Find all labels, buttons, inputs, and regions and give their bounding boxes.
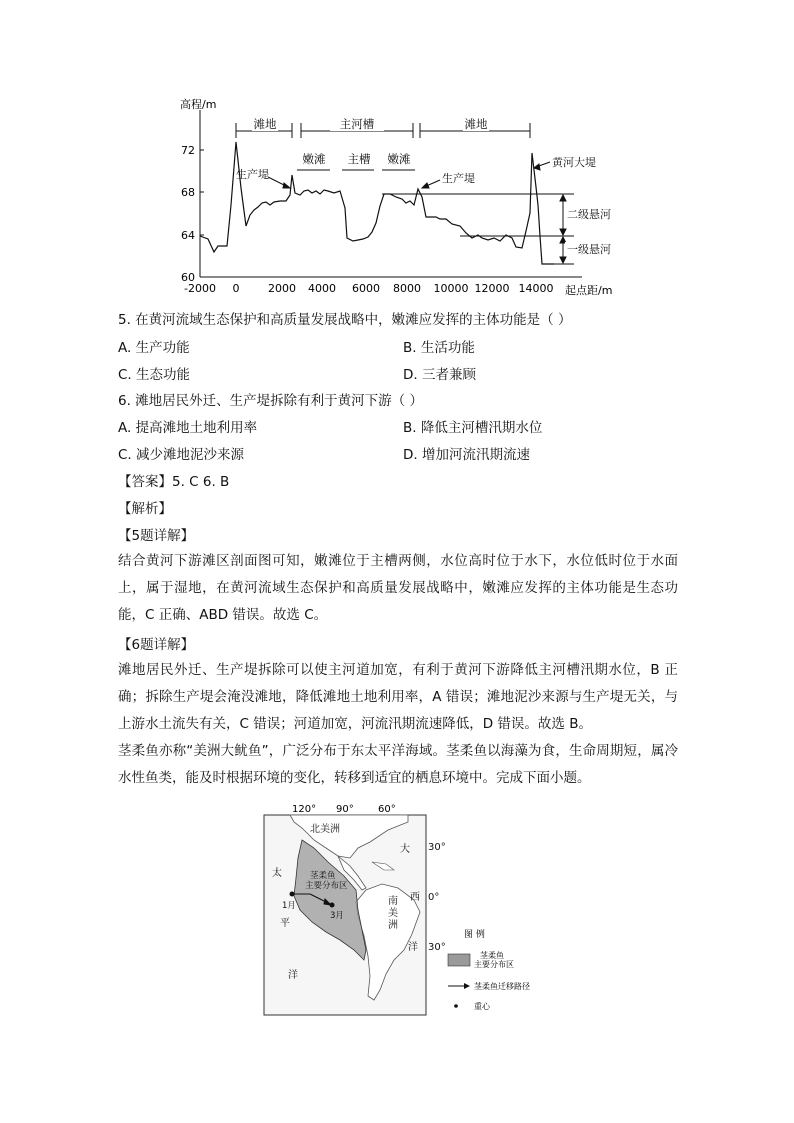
x-tick: 6000	[352, 282, 380, 295]
label-pacific-1: 太	[272, 868, 282, 879]
label-secondary-suspended: 二级悬河	[567, 208, 611, 221]
label-atlantic-3: 洋	[408, 942, 418, 953]
q5-option-a: A. 生产功能	[118, 340, 190, 356]
x-tick: 8000	[393, 282, 421, 295]
q5-option-c: C. 生态功能	[118, 367, 191, 383]
lon-90: 90°	[336, 804, 354, 815]
lon-120: 120°	[292, 804, 317, 815]
label-pacific-2: 平	[280, 918, 290, 929]
detail-6-body: 滩地居民外迁、生产堤拆除可以使主河道加宽，有利于黄河下游降低主河槽汛期水位，B 正确；拆除生产堤会淹没滩地，降低滩地土地利用率，A 错误；滩地泥沙来源与生产堤无关，与上游水土流失有关，C 错误；河道加宽，河流汛期流速降低，D 错误。故选 B。	[118, 662, 678, 732]
label-production-dike-right: 生产堤	[442, 172, 475, 185]
x-tick: 14000	[518, 282, 554, 295]
y-tick: 64	[181, 229, 195, 242]
zone-label-line2: 主要分布区	[305, 881, 348, 891]
x-tick: 12000	[474, 282, 510, 295]
span-label-floodplain-right: 滩地	[464, 117, 488, 131]
x-tick: 2000	[268, 282, 296, 295]
answer-line: 【答案】5. C 6. B	[118, 474, 230, 490]
question-5-stem: 5. 在黄河流域生态保护和高质量发展战略中，嫩滩应发挥的主体功能是（ ）	[118, 312, 572, 328]
x-tick: 0	[232, 282, 240, 295]
legend-title: 图 例	[464, 930, 485, 940]
y-tick: 68	[181, 186, 195, 199]
x-tick: 10000	[433, 282, 469, 295]
label-south-america-2: 美	[388, 908, 398, 919]
sub-label-tender-beach-left: 嫩滩	[302, 152, 326, 166]
q6-option-a: A. 提高滩地土地利用率	[118, 420, 258, 436]
q6-option-c: C. 减少滩地泥沙来源	[118, 447, 245, 463]
label-yellow-river-levee: 黄河大堤	[552, 156, 596, 169]
legend-area-line2: 主要分布区	[474, 960, 514, 969]
lat-30n: 30°	[428, 842, 446, 853]
label-north-america: 北美洲	[310, 824, 340, 835]
y-tick: 60	[181, 271, 195, 284]
month-label-jan: 1月	[282, 901, 296, 911]
zone-label-line1: 茎柔鱼	[310, 871, 336, 881]
y-axis-label: 高程/m	[180, 98, 217, 111]
label-atlantic-1: 大	[400, 844, 410, 855]
river-profile-chart	[170, 95, 620, 300]
sub-label-tender-beach-right: 嫩滩	[387, 152, 411, 166]
q5-option-b: B. 生活功能	[403, 340, 475, 356]
x-tick: -2000	[184, 282, 216, 295]
lon-60: 60°	[378, 804, 396, 815]
analysis-heading: 【解析】	[118, 501, 172, 517]
legend-area-line1: 茎柔鱼	[480, 951, 504, 960]
label-primary-suspended: 一级悬河	[567, 243, 611, 256]
q6-option-b: B. 降低主河槽汛期水位	[403, 420, 543, 436]
lat-30s: 30°	[428, 942, 446, 953]
label-atlantic-2: 西	[410, 892, 420, 903]
label-pacific-3: 洋	[288, 970, 298, 981]
q5-option-d: D. 三者兼顾	[403, 367, 476, 383]
y-tick: 72	[181, 144, 195, 157]
squid-distribution-map	[258, 800, 548, 1018]
lat-0: 0°	[428, 892, 440, 903]
detail-5-heading: 【5题详解】	[118, 528, 195, 544]
label-south-america-1: 南	[388, 896, 398, 907]
label-south-america-3: 洲	[388, 920, 398, 931]
q6-option-d: D. 增加河流汛期流速	[403, 447, 530, 463]
detail-5-body: 结合黄河下游滩区剖面图可知，嫩滩位于主槽两侧，水位高时位于水下，水位低时位于水面上，属于湿地，在黄河流域生态保护和高质量发展战略中，嫩滩应发挥的主体功能是生态功能，C 正确、ABD 错误。故选 C。	[118, 553, 678, 623]
detail-6-heading: 【6题详解】	[118, 637, 195, 653]
span-label-floodplain-left: 滩地	[253, 117, 277, 131]
legend-center: 重心	[474, 1002, 490, 1011]
question-6-stem: 6. 滩地居民外迁、生产堤拆除有利于黄河下游（ ）	[118, 393, 423, 409]
month-label-mar: 3月	[330, 911, 344, 921]
x-axis-label: 起点距/m	[565, 284, 613, 297]
span-label-main-channel: 主河槽	[339, 117, 375, 131]
legend-path: 茎柔鱼迁移路径	[474, 982, 530, 991]
profile-line	[200, 142, 554, 264]
sub-label-main-trough: 主槽	[347, 152, 371, 166]
map-legend	[448, 928, 530, 1011]
x-tick: 4000	[308, 282, 336, 295]
squid-intro: 茎柔鱼亦称“美洲大鱿鱼”，广泛分布于东太平洋海域。茎柔鱼以海藻为食，生命周期短，属冷水性鱼类，能及时根据环境的变化，转移到适宜的栖息环境中。完成下面小题。	[118, 743, 678, 786]
label-production-dike-left: 生产堤	[236, 168, 269, 181]
